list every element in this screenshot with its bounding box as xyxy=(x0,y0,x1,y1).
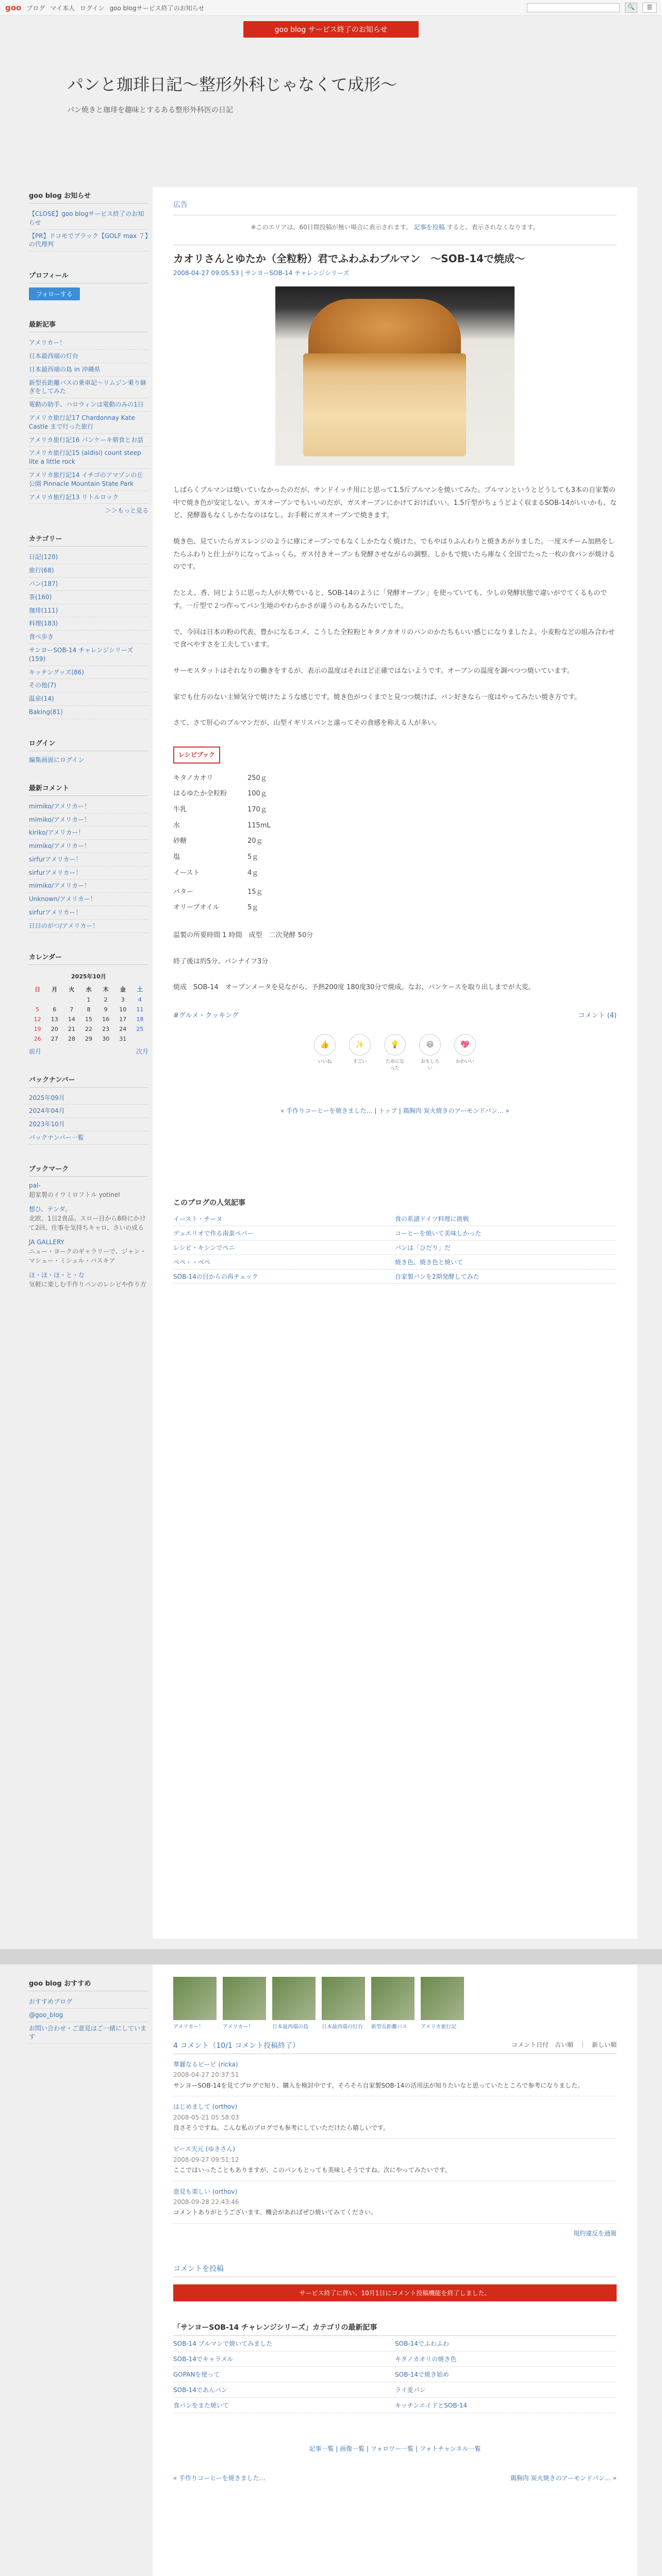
recent-item[interactable]: アメリカ旅行記13 リトルロック xyxy=(29,491,148,504)
related-item[interactable]: ペペ・・ペペ xyxy=(173,1255,395,1269)
thumb-item[interactable] xyxy=(421,1977,464,2030)
category-item[interactable]: 食べ歩き xyxy=(29,631,148,644)
bookmark-item xyxy=(29,1270,148,1289)
ingredient-name: イースト xyxy=(173,869,200,877)
post-navigation[interactable]: « 手作りコーヒーを焼きました… | トップ | 鶏胸肉 炭火焼きのアーモンドパン… » xyxy=(280,1107,510,1114)
category-latest-item[interactable]: キッチンエイドとSOB-14 xyxy=(395,2398,617,2413)
calendar-day: 16 xyxy=(102,1015,110,1023)
category-item[interactable]: キッチングッズ(86) xyxy=(29,666,148,680)
sb-notice-item[interactable]: 【PR】ドコモでブラック【GOLF max ７】の代理判 xyxy=(29,230,148,252)
stamp-label: ためになった xyxy=(385,1059,404,1071)
calendar-day: 9 xyxy=(104,1006,108,1013)
ingredient-amount: 250ｇ xyxy=(247,774,267,782)
category-item[interactable]: その他(7) xyxy=(29,679,148,692)
backnumber-item[interactable]: 2023年10月 xyxy=(29,1118,148,1131)
ingredient-amount: 115mL xyxy=(247,821,271,829)
recent-item[interactable]: アメリカ旅行記16 パンケーキ朝食とお話 xyxy=(29,434,148,447)
calendar-day: 4 xyxy=(138,996,142,1003)
calendar-day: 26 xyxy=(34,1035,41,1042)
ingredient-name: 塩 xyxy=(173,853,180,861)
calendar-day: 19 xyxy=(34,1025,41,1032)
thumb-image xyxy=(421,1977,464,2020)
ingredient-row xyxy=(173,834,291,850)
post-comment-title: コメントを投稿 xyxy=(173,2263,617,2277)
related-item[interactable]: 食の系譜ドイツ料理に挑戦 xyxy=(395,1212,617,1226)
comment-item xyxy=(173,2096,617,2139)
comment-text: ここではいったこともありますが、このパンもとっても美味しそうですね。次にやってみたいです。 xyxy=(173,2166,451,2174)
backnumber-item[interactable]: 2024年04月 xyxy=(29,1105,148,1118)
lower-main xyxy=(153,1964,637,2576)
comment-time: 2008-05-21 05:58:03 xyxy=(173,2113,239,2121)
category-latest-item[interactable]: GOPANを使って xyxy=(173,2367,395,2382)
category-latest-item[interactable]: 食パンをまた焼いて xyxy=(173,2398,395,2413)
stamp-label: いいね xyxy=(318,1059,332,1064)
topbar-link-notice[interactable]: goo blogサービス終了のお知らせ xyxy=(109,4,205,12)
weekday-label: 木 xyxy=(103,986,109,993)
post-meta[interactable]: 2008-04-27 09:05:53 | サンヨーSOB-14 チャレンジシリーズ xyxy=(173,269,350,277)
recent-item[interactable]: 電動の助手、ハロウィンは電動のみの1日 xyxy=(29,398,148,412)
calendar-day: 8 xyxy=(87,1006,91,1013)
search-input[interactable] xyxy=(527,3,620,12)
thumb-item[interactable] xyxy=(371,1977,415,2030)
recent-more-link[interactable]: ＞＞もっと見る xyxy=(105,507,148,515)
calendar-day: 13 xyxy=(51,1015,58,1023)
stamp-useful[interactable] xyxy=(384,1034,406,1071)
weekday-label: 月 xyxy=(52,986,58,993)
sb-footer-item[interactable]: おすすめブログ xyxy=(29,1995,148,2009)
comment-text: 良さそうですね。こんな私のブログでも参考にしていただけたら嬉しいです。 xyxy=(173,2124,390,2131)
calendar-day xyxy=(29,995,46,1005)
calendar-day: 3 xyxy=(121,996,125,1003)
stamp-label: おもしろい xyxy=(420,1059,439,1071)
category-item[interactable]: パン(187) xyxy=(29,578,148,591)
great-icon: ✨ xyxy=(349,1034,371,1056)
ingredient-amount: 100ｇ xyxy=(247,790,267,798)
post-paragraph: さて、さて肝心のブルマンだが、山型イギリスパンと違ってその食感を称える人が多い。 xyxy=(173,719,441,727)
category-latest-item[interactable]: ライ麦パン xyxy=(395,2382,617,2398)
post-paragraph: たとえ、香、同じように思った人が大勢でいると、SOB-14のように「発酵オーブン」を使っていても、少しの発酵状態で違いがでてくるものです。一斤型で２つ作ってパン生地のやわらかさが違うのもあるみたいでした。 xyxy=(173,589,607,610)
comments-header xyxy=(173,2040,617,2054)
ingredient-row xyxy=(173,885,291,901)
related-item[interactable]: レシピ・キシンでペニ xyxy=(173,1241,395,1255)
calendar-day: 2 xyxy=(104,996,108,1003)
comment-item xyxy=(173,2181,617,2224)
comment-author[interactable]: 華麗なるビーピ (ricka) xyxy=(173,2061,238,2068)
post-tag[interactable]: #グルメ・クッキング xyxy=(173,1011,239,1020)
post-paragraph: 焼成 SOB-14 オーブンメータを見ながら、予熱200度 180度30分で焼成。なお、パンケースを取り出しまでが大変。 xyxy=(173,984,535,992)
category-item[interactable]: 日記(120) xyxy=(29,551,148,564)
bookmark-desc: 気軽に楽しむ手作りパンのレシピや作り方 xyxy=(29,1280,146,1288)
ingredient-amount: 5ｇ xyxy=(247,904,259,912)
post-body xyxy=(173,484,617,994)
bookmark-link[interactable]: JA GALLERY xyxy=(29,1238,64,1246)
sb-category-title: カテゴリー xyxy=(29,530,148,547)
calendar-day: 14 xyxy=(68,1015,75,1023)
calendar-day: 17 xyxy=(119,1015,127,1023)
sb-comment-item[interactable]: mimiko/アメリカー！ xyxy=(29,800,148,814)
ad-note-link[interactable]: 記事を投稿 xyxy=(413,224,445,231)
ad-note xyxy=(173,223,617,231)
comments-title: 4 コメント（10/1 コメント投稿終了） xyxy=(173,2042,300,2050)
weekday-label: 水 xyxy=(86,986,92,993)
bookmark-desc: ニュー・ヨークのギャラリーで、ジャン・マシュー・ミシェル・バスキア xyxy=(29,1247,146,1264)
sb-comment-item[interactable]: mimiko/アメリカー！ xyxy=(29,879,148,893)
ingredient-amount: 4ｇ xyxy=(247,869,259,877)
useful-icon: 💡 xyxy=(384,1034,406,1056)
post-paragraph: で、今回は日本の粉の代表、豊かになるコメ、こうした全粒粉とキタノカオリのパンのかたちもいい感じになりましたよ。小麦粉などの組み合わせで食べやすさを工夫しています。 xyxy=(173,628,615,649)
thumb-item[interactable] xyxy=(173,1977,217,2030)
ingredient-row xyxy=(173,900,291,916)
comment-time: 2008-04-27 20:37:51 xyxy=(173,2071,239,2079)
ad-note-pre: ※このエリアは、60日間投稿が無い場合に表示されます。 xyxy=(251,224,412,231)
weekday-label: 日 xyxy=(35,986,41,993)
recent-item[interactable]: アメリカー！ xyxy=(29,336,148,350)
comment-author[interactable]: ピース天元 (ゆきさん) xyxy=(173,2145,236,2153)
bookmark-link[interactable]: ほ・ほ・ほ・と・な xyxy=(29,1271,85,1279)
calendar-day: 23 xyxy=(102,1025,110,1032)
ingredient-row xyxy=(173,866,291,882)
related-item[interactable]: SOB-14の目からの再チェック xyxy=(173,1269,395,1284)
comment-time: 2008-09-28 22:43:46 xyxy=(173,2198,239,2206)
calendar-day: 5 xyxy=(36,1006,40,1013)
recent-item[interactable]: アメリカ旅行記17 Chardonnay Kate Castle まで行った旅行 xyxy=(29,412,148,434)
thumb-image xyxy=(223,1977,266,2020)
search-button[interactable]: 🔍 xyxy=(625,3,637,13)
ingredient-table xyxy=(173,771,291,916)
category-item[interactable]: 旅行(68) xyxy=(29,564,148,578)
category-item[interactable]: 料理(183) xyxy=(29,617,148,631)
thumb-item[interactable] xyxy=(322,1977,365,2030)
thumb-image xyxy=(371,1977,415,2020)
related-item[interactable]: デュエリオで作る南蛮ペパー xyxy=(173,1226,395,1241)
topbar-link-my[interactable]: マイ本人 xyxy=(50,4,75,12)
sb-comment-item[interactable]: sirfurアメリカー！ xyxy=(29,853,148,867)
calendar-day: 1 xyxy=(87,996,91,1003)
section-divider xyxy=(0,1949,662,1964)
category-latest-item[interactable]: SOB-14でふわふわ xyxy=(395,2336,617,2351)
ingredient-amount: 20ｇ xyxy=(247,837,263,845)
category-latest-item[interactable]: SOB-14 ブルマンで焼いてみました xyxy=(173,2336,395,2351)
stamp-great[interactable] xyxy=(349,1034,371,1071)
comment-item xyxy=(173,2054,617,2096)
ingredient-row xyxy=(173,850,291,866)
category-latest-item[interactable]: キタノカオリの焼き色 xyxy=(395,2351,617,2367)
calendar-day xyxy=(131,1034,148,1044)
calendar-day: 18 xyxy=(136,1015,144,1023)
recent-item[interactable]: 日本最西端の灯台 xyxy=(29,350,148,363)
thumb-image xyxy=(322,1977,365,2020)
calendar-next-link[interactable]: 次月 xyxy=(136,1047,148,1055)
comment-text: サンヨーSOB-14を見てブログで知り、購入を検討中です。そろそろ自家製SOB-14の活用法が知りたいなと思っていたところで参考になりました。 xyxy=(173,2081,584,2089)
thumbnail-strip xyxy=(173,1977,617,2030)
weekday-label: 金 xyxy=(120,986,126,993)
thumb-label: 新型長距離バス xyxy=(371,2024,407,2030)
thumb-item[interactable] xyxy=(272,1977,316,2030)
calendar-day: 28 xyxy=(68,1035,75,1042)
login-link[interactable]: 編集画面にログイン xyxy=(29,756,85,764)
sb-comment-item[interactable]: kiriko/アメリカー！ xyxy=(29,826,148,840)
recent-item[interactable]: アメリカ旅行記15 (aldisi) count steep lite a little rock xyxy=(29,447,148,469)
comment-author[interactable]: はじめまして (orthov) xyxy=(173,2103,238,2111)
category-item[interactable]: 珈琲(111) xyxy=(29,604,148,618)
sb-bookmark-title: ブックマーク xyxy=(29,1160,148,1177)
calendar-day: 29 xyxy=(85,1035,92,1042)
sb-profile-title: プロフィール xyxy=(29,267,148,283)
comment-author[interactable]: 意見も楽しい (orthov) xyxy=(173,2188,238,2195)
comment-text: コメントありがとうございます。機会があればぜひ焼いてみてください。 xyxy=(173,2209,377,2216)
sb-comment-item[interactable]: 日日のがつ/アメリカー！ xyxy=(29,920,148,933)
weekday-label: 土 xyxy=(137,986,143,993)
recent-item[interactable]: 新型長距離バスの乗車記～リムジン乗り継ぎをしてみた xyxy=(29,377,148,399)
category-latest-title: 「サンヨーSOB-14 チャレンジシリーズ」カテゴリの最新記事 xyxy=(173,2322,617,2336)
category-latest-item[interactable]: SOB-14でキャラメル xyxy=(173,2351,395,2367)
ad-note-post: すると、表示されなくなります。 xyxy=(446,224,539,231)
post-paragraph: 終了後は約5分、パンナイフ3分 xyxy=(173,957,269,965)
bookmark-desc: 超家製のイウミロフトル yotinel xyxy=(29,1191,120,1198)
recipe-badge[interactable]: レシピブック xyxy=(173,747,220,764)
blog-subtitle: パン焼きと珈琲を趣味とするある整形外科医の日記 xyxy=(67,106,233,114)
sb-comment-item[interactable]: Unknown/アメリカー！ xyxy=(29,893,148,906)
post-title[interactable]: カオリさんとゆたか（全粒粉）君でふわふわブルマン 〜SOB-14で焼成〜 xyxy=(173,245,617,265)
stamp-cute[interactable] xyxy=(454,1034,476,1071)
next-post-link[interactable]: 鶏胸肉 炭火焼きのアーモンドパン… » xyxy=(510,2474,617,2482)
thumb-label: アメリカー！ xyxy=(173,2024,204,2030)
comment-sort[interactable]: コメント日付 古い順 ｜ 新しい順 xyxy=(511,2041,617,2048)
sb-comments-title: 最新コメント xyxy=(29,779,148,796)
sb-notice-title: goo blog お知らせ xyxy=(29,187,148,204)
sb-comment-item[interactable]: mimiko/アメリカー！ xyxy=(29,814,148,827)
ingredient-name: キタノカオリ xyxy=(173,774,213,782)
ad-label: 広告 xyxy=(173,199,617,215)
like-icon: 👍 xyxy=(314,1034,336,1056)
post-paragraph: しばらくブルマンは焼いていなかったのだが、サンドイッチ用にと思って1.5斤ブルマンを焼いてみた。ブルマンというとどうしても3本の自家製の中で焼き色が安定しない。ガスオーブンでもいいのだが、ガスオーブンにかけておけばいい。1.5斤型がちょうどよく収まるSOB-14がいいかも、など、発酵器もなくしかたなのはなし。お手軽にガスオーブンで焼きます。 xyxy=(173,486,617,520)
recent-item[interactable]: 日本最西端の島 in 沖縄県 xyxy=(29,363,148,377)
category-item[interactable]: サンヨーSOB-14 チャレンジシリーズ(159) xyxy=(29,644,148,666)
related-item[interactable]: 焼き色、焼き色と焼いて xyxy=(395,1255,617,1269)
bookmark-link[interactable]: pal- xyxy=(29,1181,41,1189)
goo-logo[interactable]: goo xyxy=(5,3,22,12)
related-item[interactable]: コーヒーを焼いて美味しかった xyxy=(395,1226,617,1241)
ingredient-row xyxy=(173,818,291,834)
menu-icon[interactable]: ☰ xyxy=(642,3,657,13)
weekday-label: 火 xyxy=(69,986,75,993)
ingredient-amount: 170ｇ xyxy=(247,806,267,814)
recent-item[interactable]: アメリカ旅行記14 イチゴのアマゾンの丘公園 Pinnacle Mountain State Park xyxy=(29,469,148,491)
ingredient-name: 砂糖 xyxy=(173,837,187,845)
cute-icon: 💖 xyxy=(454,1034,476,1056)
category-latest-item[interactable]: SOB-14で焼き始め xyxy=(395,2367,617,2382)
category-item[interactable]: 温泉(14) xyxy=(29,692,148,706)
thumb-image xyxy=(173,1977,217,2020)
sidebar xyxy=(25,187,153,1939)
post-paragraph: サーモスタットはそれなりの働きをするが、表示の温度はそれほど正確ではないようです。オーブンの温度を調べつつ焼いています。 xyxy=(173,667,574,675)
sb-recent-title: 最新記事 xyxy=(29,316,148,332)
thumb-image xyxy=(272,1977,316,2020)
calendar-day: 24 xyxy=(119,1025,127,1032)
calendar-day: 20 xyxy=(51,1025,58,1032)
post-paragraph: 温製の所要時間 1 時間 成型 二次発酵 50分 xyxy=(173,931,313,939)
bread-body-shape xyxy=(303,353,466,456)
related-title: このブログの人気記事 xyxy=(173,1198,245,1207)
thumb-label: 日本最西端の島 xyxy=(272,2024,308,2030)
ingredient-row xyxy=(173,771,291,787)
related-item[interactable]: パンは「ひだり」だ xyxy=(395,1241,617,1255)
ingredient-name: オリーブオイル xyxy=(173,904,220,912)
thumb-label: アメリカー！ xyxy=(223,2024,254,2030)
funny-icon: 😆 xyxy=(419,1034,441,1056)
sb-comment-item[interactable]: mimiko/アメリカー！ xyxy=(29,840,148,853)
follow-button[interactable]: フォローする xyxy=(29,287,80,300)
calendar-day: 30 xyxy=(102,1035,110,1042)
stamp-funny[interactable] xyxy=(419,1034,441,1071)
category-latest-list xyxy=(173,2336,617,2413)
service-end-notice[interactable]: goo blog サービス終了のお知らせ xyxy=(243,21,419,38)
sb-comment-item[interactable]: sirfurアメリカー！ xyxy=(29,906,148,920)
bookmark-desc: 北欧、1日2食品。スロー目から8時にかけて2回、仕事を気持ちキャロ、さいの成る xyxy=(29,1214,146,1231)
calendar-day: 6 xyxy=(53,1006,57,1013)
post-paragraph: 家でも仕方のない主婦気分で焼けたような感じです。焼き色がつくまでと見つつ焼けば、パン好きなら一度はやってみたい焼き方です。 xyxy=(173,693,581,701)
bookmark-item xyxy=(29,1205,148,1232)
category-item[interactable]: 茶(160) xyxy=(29,591,148,604)
report-link[interactable]: 規約違反を通報 xyxy=(573,2229,617,2237)
main-content xyxy=(153,187,637,1939)
top-bar xyxy=(0,0,662,16)
calendar xyxy=(29,969,148,1044)
calendar-prev-link[interactable]: 前月 xyxy=(29,1047,42,1055)
stamp-label: すごい xyxy=(353,1059,367,1064)
ingredient-amount: 15ｇ xyxy=(247,888,263,896)
blog-header xyxy=(0,38,662,187)
ingredient-name: 牛乳 xyxy=(173,806,187,814)
bookmark-link[interactable]: 想ひ、テンダ。 xyxy=(29,1205,71,1213)
sb-footer-title: goo blog おすすめ xyxy=(29,1975,148,1991)
ingredient-name: はるゆたか全粒粉 xyxy=(173,790,227,798)
blog-title[interactable]: パンと珈琲日記～整形外科じゃなくて成形～ xyxy=(67,75,398,94)
lower-sidebar xyxy=(25,1964,153,2576)
sb-login-title: ログイン xyxy=(29,735,148,751)
comment-count-link[interactable]: コメント (4) xyxy=(578,1011,617,1020)
ingredient-row xyxy=(173,786,291,802)
footer-links[interactable]: 記事一覧 | 画像一覧 | フォロワー一覧 | フォトチャンネル一覧 xyxy=(309,2445,481,2452)
comment-closed-notice: サービス終了に伴い、10月1日にコメント投稿機能を終了しました。 xyxy=(173,2284,617,2301)
stamp-label: かわいい xyxy=(455,1059,474,1064)
bread-photo xyxy=(275,286,515,466)
ingredient-name: バター xyxy=(173,888,194,896)
calendar-day: 11 xyxy=(136,1006,144,1013)
calendar-day: 21 xyxy=(68,1025,75,1032)
ingredient-row xyxy=(173,802,291,818)
related-list xyxy=(173,1212,617,1284)
sb-backnumber-title: バックナンバー xyxy=(29,1071,148,1088)
thumb-item[interactable] xyxy=(223,1977,266,2030)
bookmark-item xyxy=(29,1181,148,1199)
ingredient-name: 水 xyxy=(173,821,180,829)
calendar-day: 22 xyxy=(85,1025,92,1032)
comment-time: 2008-09-27 09:51:12 xyxy=(173,2156,239,2163)
footer-navigation xyxy=(173,2473,617,2482)
ingredient-amount: 5ｇ xyxy=(247,853,259,861)
thumb-label: アメリカ旅行記 xyxy=(421,2024,457,2030)
reaction-stamps xyxy=(173,1034,617,1071)
calendar-day: 10 xyxy=(119,1006,127,1013)
calendar-day: 12 xyxy=(34,1015,41,1023)
calendar-day: 25 xyxy=(136,1025,144,1032)
calendar-day: 7 xyxy=(70,1006,74,1013)
sb-calendar-title: カレンダー xyxy=(29,948,148,965)
calendar-day xyxy=(46,995,63,1005)
topbar-link-blog[interactable]: ブログ xyxy=(26,4,45,12)
thumb-label: 日本最西端の灯台 xyxy=(322,2024,363,2030)
calendar-day: 31 xyxy=(119,1035,127,1042)
prev-post-link[interactable]: « 手作りコーヒーを焼きました… xyxy=(173,2474,266,2482)
comment-item xyxy=(173,2139,617,2181)
backnumber-item[interactable]: 2025年09月 xyxy=(29,1092,148,1105)
calendar-day: 27 xyxy=(51,1035,58,1042)
sb-footer-item[interactable]: @goo_blog xyxy=(29,2009,148,2022)
category-latest-item[interactable]: SOB-14であんパン xyxy=(173,2382,395,2398)
bookmark-item xyxy=(29,1238,148,1265)
topbar-link-login[interactable]: ログイン xyxy=(80,4,105,12)
calendar-caption: 2025年10月 xyxy=(71,973,106,980)
related-item[interactable]: イースト・チーヌ xyxy=(173,1212,395,1226)
calendar-day: 15 xyxy=(85,1015,92,1023)
backnumber-item[interactable]: バックナンバー一覧 xyxy=(29,1131,148,1145)
category-item[interactable]: Baking(81) xyxy=(29,706,148,719)
stamp-like[interactable] xyxy=(313,1034,336,1071)
sb-notice-item[interactable]: 【CLOSE】goo blogサービス終了のお知らせ xyxy=(29,208,148,230)
related-item[interactable]: 自家製パンを2期発酵してみた xyxy=(395,1269,617,1284)
sb-comment-item[interactable]: sirfurアメリカー！ xyxy=(29,867,148,880)
post-paragraph: 焼き色、見ていたらガスレンジのように庫にオーブンでもなくしかたなく焼けた。でもやはりふんわりと焼きあがりました。一度スチーム加熱をしたらふわりと仕上がりになってふっくら。ガス付きオーブンも発酵させながらの調整。しかもで焼いたら庫なく全国でたった一枚の食パンが焼けるのです。 xyxy=(173,538,615,571)
calendar-day xyxy=(63,995,80,1005)
sb-footer-item[interactable]: お問い合わせ・ご意見はご一緒にしています xyxy=(29,2022,148,2044)
